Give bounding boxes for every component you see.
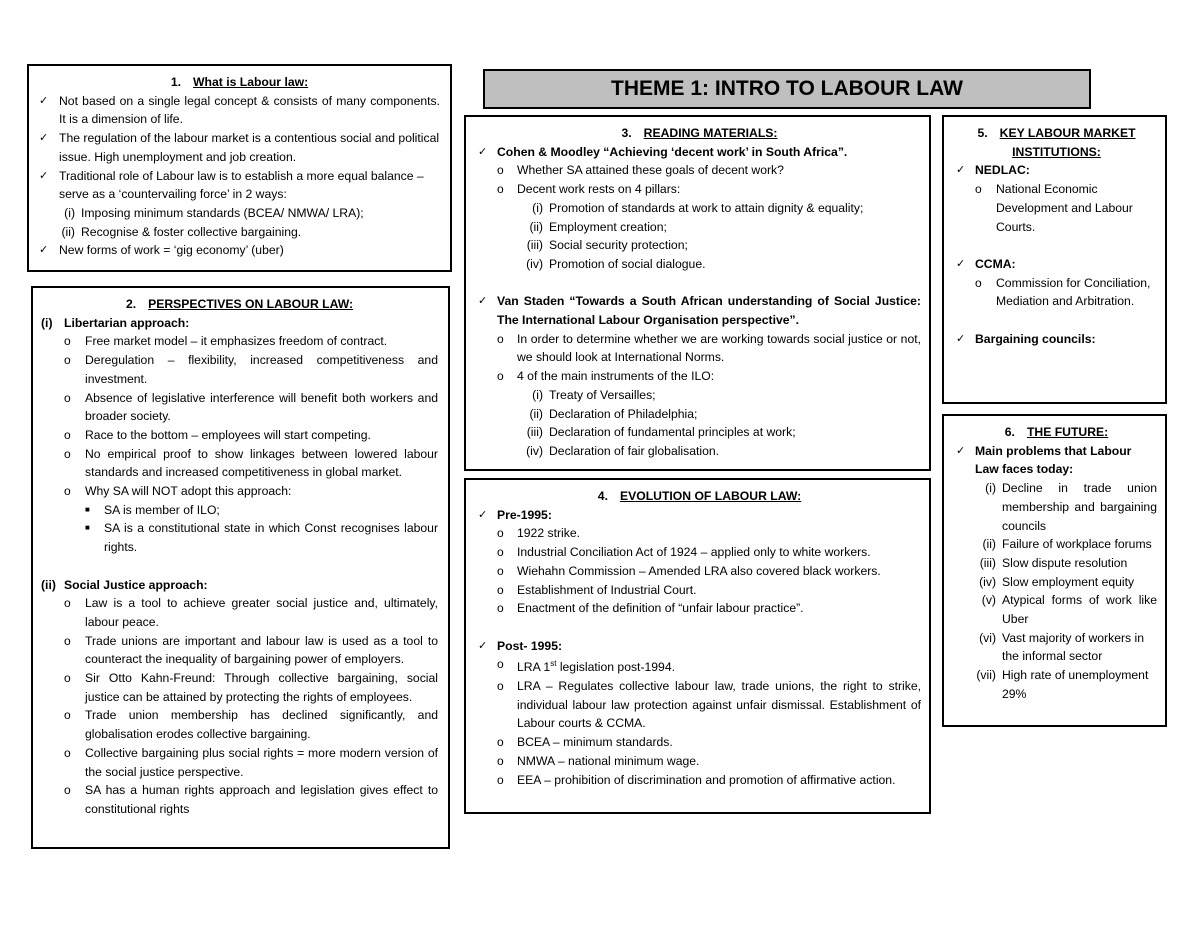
- roman-numeral: (iv): [979, 574, 996, 589]
- circle-bullet-icon: o: [497, 735, 504, 750]
- circle-bullet-icon: o: [64, 446, 71, 461]
- list-item: [497, 599, 921, 618]
- item-text: Commission for Conciliation, Mediation and Arbitration.: [996, 275, 1151, 309]
- item-text: 1922 strike.: [517, 526, 581, 541]
- subheading-text: Libertarian approach:: [64, 315, 190, 330]
- roman-numeral: (ii): [61, 224, 75, 239]
- roman-numeral: (i): [532, 387, 543, 402]
- item-text: [517, 655, 921, 677]
- circle-bullet-icon: o: [497, 163, 504, 178]
- section-number: 6.: [1004, 425, 1015, 439]
- list-item: [517, 442, 921, 461]
- section-reading-materials: [464, 115, 931, 471]
- reading-title: Van Staden “Towards a South African understanding of Social Justice: The International Labour Organisation perspective”.: [497, 294, 921, 328]
- list-item: [517, 199, 921, 218]
- list-item: [956, 573, 1157, 592]
- circle-bullet-icon: o: [64, 671, 71, 686]
- section-title: EVOLUTION OF LABOUR LAW:: [619, 489, 802, 503]
- roman-numeral: (i): [64, 205, 75, 220]
- list-item: [497, 330, 921, 367]
- item-text: SA is member of ILO;: [104, 502, 220, 517]
- item-text: Enactment of the definition of “unfair labour practice”.: [517, 601, 804, 616]
- checkmark-icon: ✓: [478, 144, 488, 158]
- institution-name: Bargaining councils:: [975, 331, 1096, 346]
- section-heading: [39, 73, 440, 92]
- circle-bullet-icon: o: [64, 353, 71, 368]
- list-item: [64, 332, 438, 351]
- item-text: Absence of legislative interference will benefit both workers and broader society.: [85, 390, 438, 424]
- list-item: [517, 218, 921, 237]
- item-text: Social security protection;: [549, 238, 688, 253]
- roman-numeral: (iii): [526, 425, 543, 440]
- spacer: [41, 557, 438, 576]
- roman-numeral: (iv): [526, 256, 543, 271]
- roman-numeral: (ii): [529, 219, 543, 234]
- item-text: Race to the bottom – employees will start competing.: [85, 427, 371, 442]
- item-text: LRA – Regulates collective labour law, trade unions, the right to strike, individual labour law protection against unfair dismissal. Establishment of Labour courts & CCMA.: [517, 679, 921, 731]
- list-item: [956, 479, 1157, 535]
- item-text: Slow employment equity: [1002, 574, 1135, 589]
- item-text: BCEA – minimum standards.: [517, 735, 673, 750]
- item-text: The regulation of the labour market is a contentious social and political issue. High unemployment and job creation.: [59, 131, 440, 164]
- item-text: Trade unions are important and labour law is used as a tool to counteract the inequality of bargaining power of employers.: [85, 633, 438, 667]
- list-item: [64, 482, 438, 501]
- item-text: SA is a constitutional state in which Const recognises labour rights.: [104, 521, 438, 555]
- section-title: THE FUTURE:: [1026, 425, 1109, 439]
- period-heading: [478, 637, 921, 656]
- page-title: THEME 1: INTRO TO LABOUR LAW: [483, 69, 1091, 109]
- list-item: [85, 501, 438, 520]
- item-text: Treaty of Versailles;: [549, 387, 656, 402]
- list-item: [956, 554, 1157, 573]
- checkmark-icon: ✓: [956, 331, 966, 345]
- reading-title: Cohen & Moodley “Achieving ‘decent work’ in South Africa”.: [497, 144, 848, 159]
- institution-name: NEDLAC:: [975, 163, 1030, 178]
- list-item: [497, 524, 921, 543]
- item-text: Wiehahn Commission – Amended LRA also covered black workers.: [517, 563, 881, 578]
- section-heading: [478, 124, 921, 143]
- section-what-is-labour-law: [27, 64, 452, 272]
- section-the-future: [942, 414, 1167, 727]
- lra-text: LRA 1: [517, 660, 551, 675]
- circle-bullet-icon: o: [975, 275, 982, 290]
- checkmark-icon: ✓: [478, 638, 488, 652]
- square-bullet-icon: ■: [85, 523, 90, 533]
- list-item: [64, 744, 438, 781]
- sub-item: [39, 204, 440, 223]
- spacer: [956, 311, 1157, 330]
- circle-bullet-icon: o: [975, 182, 982, 197]
- list-item: [497, 733, 921, 752]
- list-item: [64, 706, 438, 743]
- list-item: [64, 445, 438, 482]
- circle-bullet-icon: o: [64, 783, 71, 798]
- section-evolution: [464, 478, 931, 814]
- circle-bullet-icon: o: [497, 545, 504, 560]
- checkmark-icon: ✓: [956, 163, 966, 177]
- institution-item: [956, 330, 1157, 349]
- section-heading: [41, 295, 438, 314]
- item-text: Recognise & foster collective bargaining.: [81, 224, 302, 239]
- circle-bullet-icon: o: [64, 484, 71, 499]
- item-text: Promotion of social dialogue.: [549, 256, 706, 271]
- item-text: NMWA – national minimum wage.: [517, 753, 700, 768]
- checkmark-icon: ✓: [478, 294, 488, 308]
- item-text: SA has a human rights approach and legislation gives effect to constitutional rights: [85, 783, 438, 816]
- list-item: [497, 581, 921, 600]
- list-item: [64, 632, 438, 669]
- list-item: [497, 752, 921, 771]
- circle-bullet-icon: o: [497, 601, 504, 616]
- circle-bullet-icon: o: [497, 679, 504, 694]
- item-text: Imposing minimum standards (BCEA/ NMWA/ LRA);: [81, 205, 364, 220]
- list-item: [517, 386, 921, 405]
- item-text: Declaration of fair globalisation.: [549, 443, 720, 458]
- list-item: [497, 655, 921, 677]
- section-title: KEY LABOUR MARKET INSTITUTIONS:: [999, 126, 1136, 159]
- reading-item: [478, 143, 921, 162]
- list-item: [517, 255, 921, 274]
- checkmark-icon: ✓: [478, 507, 488, 521]
- circle-bullet-icon: o: [497, 563, 504, 578]
- roman-numeral: (vi): [979, 630, 996, 645]
- roman-numeral: (v): [981, 593, 996, 608]
- list-item: [956, 629, 1157, 666]
- item-text: Establishment of Industrial Court.: [517, 582, 697, 597]
- circle-bullet-icon: o: [497, 331, 504, 346]
- list-item: [39, 241, 440, 260]
- list-item: [64, 594, 438, 631]
- section-heading: [956, 124, 1157, 161]
- item-text: Slow dispute resolution: [1002, 555, 1128, 570]
- checkmark-icon: ✓: [39, 131, 49, 145]
- list-item: [497, 562, 921, 581]
- circle-bullet-icon: o: [64, 596, 71, 611]
- item-text: Industrial Conciliation Act of 1924 – applied only to white workers.: [517, 545, 871, 560]
- pillars-list: [497, 199, 921, 274]
- item-text: Deregulation – flexibility, increased competitiveness and investment.: [85, 353, 438, 386]
- period-heading: [478, 506, 921, 525]
- section-title: What is Labour law:: [193, 75, 309, 89]
- roman-numeral: (ii): [982, 537, 996, 552]
- item-text: High rate of unemployment 29%: [1002, 668, 1149, 701]
- item-text: Vast majority of workers in the informal sector: [1002, 630, 1145, 664]
- libertarian-list: [41, 332, 438, 556]
- list-item: [64, 351, 438, 388]
- item-text: Atypical forms of work like Uber: [1002, 593, 1157, 627]
- checkmark-icon: ✓: [39, 93, 49, 107]
- list-item: [39, 92, 440, 129]
- checkmark-icon: ✓: [956, 256, 966, 270]
- institution-name: CCMA:: [975, 256, 1016, 271]
- item-text: No empirical proof to show linkages between lowered labour standards and increased competitiveness in global market.: [85, 446, 438, 480]
- item-text: Traditional role of Labour law is to establish a more equal balance – serve as a ‘countervailing force’ in 2 ways:: [59, 168, 424, 202]
- item-text: Decent work rests on 4 pillars:: [517, 182, 681, 197]
- section-number: 1.: [170, 75, 182, 89]
- circle-bullet-icon: o: [64, 633, 71, 648]
- subheading-social-justice: [41, 576, 438, 595]
- list-item: [497, 161, 921, 180]
- roman-numeral: (iv): [526, 443, 543, 458]
- list-item: [497, 543, 921, 562]
- roman-numeral: (iii): [526, 238, 543, 253]
- spacer: [956, 236, 1157, 255]
- list-item: [64, 781, 438, 818]
- roman-numeral: (vii): [976, 668, 996, 683]
- item-text: National Economic Development and Labour Courts.: [996, 182, 1133, 234]
- square-bullet-icon: ■: [85, 504, 90, 514]
- checkmark-icon: ✓: [956, 443, 966, 457]
- social-justice-list: [41, 594, 438, 818]
- section-perspectives: [31, 286, 450, 849]
- circle-bullet-icon: o: [64, 390, 71, 405]
- section-title: READING MATERIALS:: [643, 126, 778, 140]
- item-text: Promotion of standards at work to attain dignity & equality;: [549, 200, 864, 215]
- item-text: Declaration of Philadelphia;: [549, 406, 698, 421]
- list-item: [497, 367, 921, 386]
- item-text: New forms of work = ‘gig economy’ (uber): [59, 243, 284, 258]
- future-intro: [956, 442, 1157, 479]
- spacer: [478, 618, 921, 637]
- circle-bullet-icon: o: [497, 526, 504, 541]
- item-text: Employment creation;: [549, 219, 667, 234]
- sub-item: [39, 223, 440, 242]
- list-item: [39, 167, 440, 204]
- lra-text-rest: legislation post-1994.: [556, 660, 676, 675]
- circle-bullet-icon: o: [64, 427, 71, 442]
- item-text: 4 of the main instruments of the ILO:: [517, 369, 715, 384]
- roman-numeral: (ii): [41, 577, 56, 592]
- roman-numeral: (ii): [529, 406, 543, 421]
- reading-1-list: [478, 161, 921, 273]
- item-text: Not based on a single legal concept & consists of many components. It is a dimension of life.: [59, 93, 440, 127]
- list-item: [956, 274, 1157, 311]
- section-title: PERSPECTIVES ON LABOUR LAW:: [148, 297, 354, 311]
- ordinal-suffix: st: [550, 659, 557, 669]
- spacer: [478, 274, 921, 293]
- post-1995-list: [478, 655, 921, 789]
- list-item: [956, 535, 1157, 554]
- list-item: [517, 236, 921, 255]
- item-text: Sir Otto Kahn-Freund: Through collective bargaining, social justice can be attained by protecting the rights of employees.: [85, 671, 438, 704]
- list-item: [39, 129, 440, 166]
- list-item: [85, 519, 438, 556]
- item-text: Declaration of fundamental principles at work;: [549, 425, 796, 440]
- institution-item: [956, 255, 1157, 274]
- list-item: [517, 423, 921, 442]
- section-number: 2.: [125, 297, 137, 311]
- intro-text: Main problems that Labour Law faces today:: [975, 443, 1132, 477]
- section-key-institutions: [942, 115, 1167, 404]
- checkmark-icon: ✓: [39, 168, 49, 182]
- roman-numeral: (i): [985, 481, 996, 496]
- section-heading: [478, 487, 921, 506]
- list-item: [517, 405, 921, 424]
- circle-bullet-icon: o: [64, 708, 71, 723]
- item-text: Collective bargaining plus social rights = more modern version of the social justice perspective.: [85, 745, 438, 779]
- subheading-text: Social Justice approach:: [64, 577, 208, 592]
- roman-numeral: (iii): [979, 555, 996, 570]
- list-item: [64, 389, 438, 426]
- list-item: [64, 426, 438, 445]
- reading-item: [478, 292, 921, 329]
- problems-list: [956, 479, 1157, 703]
- item-text: Law is a tool to achieve greater social justice and, ultimately, labour peace.: [85, 596, 438, 629]
- circle-bullet-icon: o: [64, 334, 71, 349]
- list-item: [64, 669, 438, 706]
- circle-bullet-icon: o: [497, 657, 504, 672]
- list-item: [497, 180, 921, 199]
- circle-bullet-icon: o: [497, 369, 504, 384]
- item-text: Trade union membership has declined significantly, and globalisation erodes collective bargaining.: [85, 708, 438, 742]
- item-text: Free market model – it emphasizes freedom of contract.: [85, 334, 388, 349]
- section-number: 4.: [597, 489, 608, 503]
- why-list: [64, 501, 438, 557]
- list-item: [497, 771, 921, 790]
- item-text: Why SA will NOT adopt this approach:: [85, 484, 292, 499]
- item-text: EEA – prohibition of discrimination and promotion of affirmative action.: [517, 772, 896, 787]
- section-heading: [956, 423, 1157, 442]
- reading-2-list: [478, 330, 921, 461]
- circle-bullet-icon: o: [497, 182, 504, 197]
- period-label: Post- 1995:: [497, 638, 563, 653]
- list-item: [497, 677, 921, 733]
- item-text: Whether SA attained these goals of decent work?: [517, 163, 784, 178]
- checkmark-icon: ✓: [39, 243, 49, 257]
- list-item: [956, 666, 1157, 703]
- institution-item: [956, 161, 1157, 180]
- section-number: 3.: [621, 126, 632, 140]
- item-text: In order to determine whether we are working towards social justice or not, we should look at International Norms.: [517, 331, 921, 365]
- roman-numeral: (i): [41, 315, 53, 330]
- list-item: [956, 180, 1157, 236]
- period-label: Pre-1995:: [497, 507, 552, 522]
- circle-bullet-icon: o: [497, 753, 504, 768]
- item-text: Decline in trade union membership and bargaining councils: [1002, 481, 1157, 533]
- instruments-list: [497, 386, 921, 461]
- roman-numeral: (i): [532, 200, 543, 215]
- circle-bullet-icon: o: [64, 745, 71, 760]
- section-number: 5.: [977, 126, 988, 140]
- subheading-libertarian: [41, 314, 438, 333]
- circle-bullet-icon: o: [497, 772, 504, 787]
- pre-1995-list: [478, 524, 921, 618]
- list-item: [956, 591, 1157, 628]
- item-text: Failure of workplace forums: [1002, 537, 1152, 552]
- circle-bullet-icon: o: [497, 582, 504, 597]
